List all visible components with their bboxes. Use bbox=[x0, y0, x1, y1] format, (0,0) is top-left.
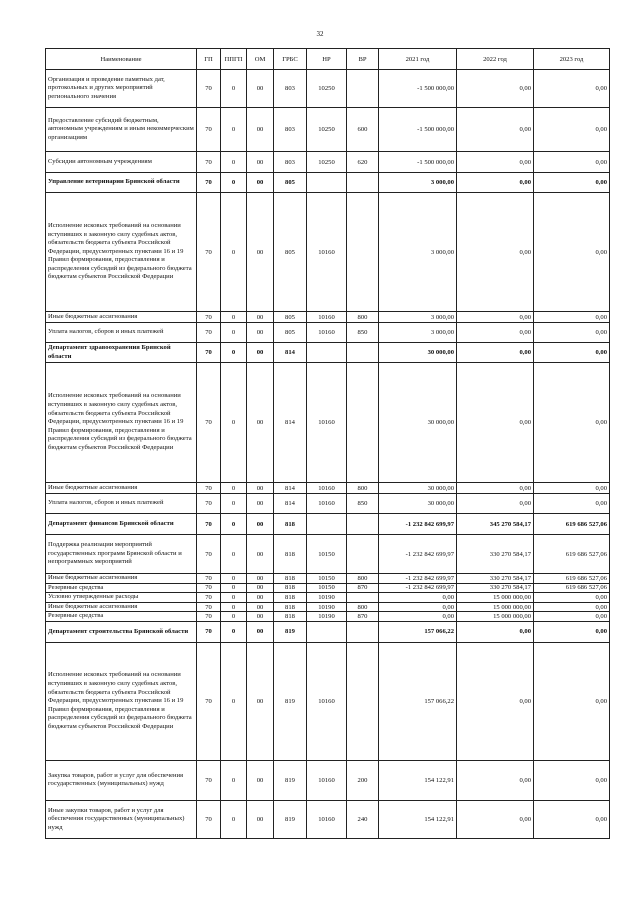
gp-cell: 70 bbox=[197, 593, 221, 603]
nr-cell: 10160 bbox=[307, 800, 347, 838]
om-cell: 00 bbox=[247, 583, 274, 593]
nr-cell: 10150 bbox=[307, 535, 347, 574]
vr-cell bbox=[347, 343, 379, 363]
om-cell: 00 bbox=[247, 612, 274, 622]
grbs-cell: 803 bbox=[274, 152, 307, 173]
nr-cell: 10150 bbox=[307, 583, 347, 593]
amount-2021-cell: 157 066,22 bbox=[379, 642, 457, 760]
grbs-cell: 818 bbox=[274, 535, 307, 574]
amount-2021-cell: 30 000,00 bbox=[379, 343, 457, 363]
row-name: Исполнение исковых требований на основании вступивших в законную силу судебных актов, обязательств бюджета субъекта Российской Федерации, предусмотренных пунктами 16 и 19 Правил формирования, предоставления и распределения субсидий из федерального бюджета бюджетам субъектов Российской Федерации bbox=[46, 193, 197, 312]
ppgp-cell: 0 bbox=[221, 593, 247, 603]
om-cell: 00 bbox=[247, 323, 274, 343]
amount-2021-cell: 154 122,91 bbox=[379, 760, 457, 800]
grbs-cell: 819 bbox=[274, 621, 307, 642]
table-row bbox=[46, 363, 610, 483]
nr-cell: 10160 bbox=[307, 323, 347, 343]
nr-cell: 10150 bbox=[307, 574, 347, 584]
vr-cell bbox=[347, 193, 379, 312]
grbs-cell: 818 bbox=[274, 612, 307, 622]
amount-2023-cell: 0,00 bbox=[534, 760, 610, 800]
grbs-cell: 805 bbox=[274, 323, 307, 343]
gp-cell: 70 bbox=[197, 612, 221, 622]
amount-2022-cell: 0,00 bbox=[457, 483, 534, 494]
table-row bbox=[46, 514, 610, 535]
amount-2023-cell: 0,00 bbox=[534, 173, 610, 193]
row-name: Уплата налогов, сборов и иных платежей bbox=[46, 323, 197, 343]
om-cell: 00 bbox=[247, 483, 274, 494]
grbs-cell: 818 bbox=[274, 602, 307, 612]
gp-cell: 70 bbox=[197, 642, 221, 760]
grbs-cell: 805 bbox=[274, 312, 307, 323]
amount-2021-cell: -1 232 842 699,97 bbox=[379, 535, 457, 574]
vr-cell bbox=[347, 363, 379, 483]
gp-cell: 70 bbox=[197, 574, 221, 584]
gp-cell: 70 bbox=[197, 514, 221, 535]
amount-2021-cell: 0,00 bbox=[379, 612, 457, 622]
gp-cell: 70 bbox=[197, 621, 221, 642]
row-name: Иные бюджетные ассигнования bbox=[46, 602, 197, 612]
om-cell: 00 bbox=[247, 514, 274, 535]
amount-2023-cell: 0,00 bbox=[534, 602, 610, 612]
column-header: ОМ bbox=[247, 49, 274, 70]
table-row bbox=[46, 760, 610, 800]
om-cell: 00 bbox=[247, 800, 274, 838]
amount-2022-cell: 15 000 000,00 bbox=[457, 602, 534, 612]
nr-cell: 10160 bbox=[307, 363, 347, 483]
vr-cell: 200 bbox=[347, 760, 379, 800]
amount-2021-cell: -1 232 842 699,97 bbox=[379, 514, 457, 535]
row-name: Иные бюджетные ассигнования bbox=[46, 574, 197, 584]
gp-cell: 70 bbox=[197, 312, 221, 323]
row-name: Исполнение исковых требований на основании вступивших в законную силу судебных актов, обязательств бюджета субъекта Российской Федерации, предусмотренных пунктами 16 и 19 Правил формирования, предоставления и распределения субсидий из федерального бюджета бюджетам субъектов Российской Федерации bbox=[46, 363, 197, 483]
ppgp-cell: 0 bbox=[221, 574, 247, 584]
nr-cell: 10190 bbox=[307, 593, 347, 603]
om-cell: 00 bbox=[247, 494, 274, 514]
grbs-cell: 805 bbox=[274, 173, 307, 193]
row-name: Иные закупки товаров, работ и услуг для обеспечения государственных (муниципальных) нужд bbox=[46, 800, 197, 838]
amount-2021-cell: -1 500 000,00 bbox=[379, 70, 457, 108]
ppgp-cell: 0 bbox=[221, 152, 247, 173]
gp-cell: 70 bbox=[197, 193, 221, 312]
grbs-cell: 818 bbox=[274, 514, 307, 535]
column-header: ГП bbox=[197, 49, 221, 70]
row-name: Организация и проведение памятных дат, протокольных и других мероприятий регионального значения bbox=[46, 70, 197, 108]
ppgp-cell: 0 bbox=[221, 323, 247, 343]
ppgp-cell: 0 bbox=[221, 602, 247, 612]
nr-cell: 10250 bbox=[307, 108, 347, 152]
amount-2021-cell: 30 000,00 bbox=[379, 483, 457, 494]
amount-2022-cell: 15 000 000,00 bbox=[457, 612, 534, 622]
row-name: Управление ветеринарии Брянской области bbox=[46, 173, 197, 193]
amount-2023-cell: 0,00 bbox=[534, 312, 610, 323]
nr-cell: 10250 bbox=[307, 70, 347, 108]
ppgp-cell: 0 bbox=[221, 363, 247, 483]
gp-cell: 70 bbox=[197, 343, 221, 363]
table-row bbox=[46, 535, 610, 574]
table-row bbox=[46, 574, 610, 584]
om-cell: 00 bbox=[247, 363, 274, 483]
om-cell: 00 bbox=[247, 642, 274, 760]
om-cell: 00 bbox=[247, 535, 274, 574]
amount-2023-cell: 0,00 bbox=[534, 483, 610, 494]
table-row bbox=[46, 193, 610, 312]
amount-2021-cell: 0,00 bbox=[379, 602, 457, 612]
vr-cell: 600 bbox=[347, 108, 379, 152]
ppgp-cell: 0 bbox=[221, 621, 247, 642]
ppgp-cell: 0 bbox=[221, 760, 247, 800]
om-cell: 00 bbox=[247, 70, 274, 108]
gp-cell: 70 bbox=[197, 70, 221, 108]
vr-cell: 850 bbox=[347, 494, 379, 514]
vr-cell bbox=[347, 621, 379, 642]
gp-cell: 70 bbox=[197, 535, 221, 574]
gp-cell: 70 bbox=[197, 152, 221, 173]
ppgp-cell: 0 bbox=[221, 800, 247, 838]
om-cell: 00 bbox=[247, 343, 274, 363]
amount-2022-cell: 0,00 bbox=[457, 760, 534, 800]
ppgp-cell: 0 bbox=[221, 514, 247, 535]
amount-2021-cell: -1 500 000,00 bbox=[379, 108, 457, 152]
table-row bbox=[46, 494, 610, 514]
gp-cell: 70 bbox=[197, 108, 221, 152]
vr-cell: 870 bbox=[347, 583, 379, 593]
row-name: Резервные средства bbox=[46, 612, 197, 622]
vr-cell: 800 bbox=[347, 574, 379, 584]
gp-cell: 70 bbox=[197, 173, 221, 193]
amount-2022-cell: 330 270 584,17 bbox=[457, 574, 534, 584]
amount-2021-cell: -1 232 842 699,97 bbox=[379, 583, 457, 593]
nr-cell: 10160 bbox=[307, 312, 347, 323]
amount-2022-cell: 0,00 bbox=[457, 343, 534, 363]
amount-2023-cell: 0,00 bbox=[534, 494, 610, 514]
table-row bbox=[46, 173, 610, 193]
column-header: 2023 год bbox=[534, 49, 610, 70]
row-name: Поддержка реализации мероприятий государственных программ Брянской области и непрограммных мероприятий bbox=[46, 535, 197, 574]
gp-cell: 70 bbox=[197, 800, 221, 838]
gp-cell: 70 bbox=[197, 602, 221, 612]
ppgp-cell: 0 bbox=[221, 483, 247, 494]
vr-cell bbox=[347, 514, 379, 535]
vr-cell: 870 bbox=[347, 612, 379, 622]
table-row bbox=[46, 602, 610, 612]
row-name: Департамент строительства Брянской области bbox=[46, 621, 197, 642]
grbs-cell: 819 bbox=[274, 760, 307, 800]
nr-cell: 10160 bbox=[307, 193, 347, 312]
table-row bbox=[46, 152, 610, 173]
table-row bbox=[46, 70, 610, 108]
amount-2021-cell: 3 000,00 bbox=[379, 173, 457, 193]
ppgp-cell: 0 bbox=[221, 612, 247, 622]
amount-2023-cell: 0,00 bbox=[534, 612, 610, 622]
gp-cell: 70 bbox=[197, 583, 221, 593]
gp-cell: 70 bbox=[197, 760, 221, 800]
nr-cell bbox=[307, 621, 347, 642]
amount-2023-cell: 0,00 bbox=[534, 800, 610, 838]
grbs-cell: 814 bbox=[274, 363, 307, 483]
amount-2023-cell: 619 686 527,06 bbox=[534, 583, 610, 593]
om-cell: 00 bbox=[247, 312, 274, 323]
amount-2023-cell: 0,00 bbox=[534, 621, 610, 642]
amount-2023-cell: 0,00 bbox=[534, 343, 610, 363]
nr-cell: 10160 bbox=[307, 642, 347, 760]
nr-cell: 10250 bbox=[307, 152, 347, 173]
amount-2021-cell: 0,00 bbox=[379, 593, 457, 603]
gp-cell: 70 bbox=[197, 483, 221, 494]
amount-2022-cell: 0,00 bbox=[457, 193, 534, 312]
column-header: 2022 год bbox=[457, 49, 534, 70]
ppgp-cell: 0 bbox=[221, 70, 247, 108]
column-header: ППГП bbox=[221, 49, 247, 70]
table-row bbox=[46, 612, 610, 622]
amount-2023-cell: 619 686 527,06 bbox=[534, 574, 610, 584]
om-cell: 00 bbox=[247, 108, 274, 152]
nr-cell: 10160 bbox=[307, 494, 347, 514]
grbs-cell: 819 bbox=[274, 642, 307, 760]
column-header: ВР bbox=[347, 49, 379, 70]
amount-2021-cell: 3 000,00 bbox=[379, 312, 457, 323]
amount-2023-cell: 0,00 bbox=[534, 593, 610, 603]
nr-cell bbox=[307, 173, 347, 193]
table-row bbox=[46, 593, 610, 603]
table-row bbox=[46, 108, 610, 152]
amount-2022-cell: 0,00 bbox=[457, 494, 534, 514]
grbs-cell: 814 bbox=[274, 343, 307, 363]
grbs-cell: 818 bbox=[274, 593, 307, 603]
grbs-cell: 819 bbox=[274, 800, 307, 838]
amount-2023-cell: 0,00 bbox=[534, 152, 610, 173]
ppgp-cell: 0 bbox=[221, 193, 247, 312]
amount-2023-cell: 0,00 bbox=[534, 642, 610, 760]
table-row bbox=[46, 483, 610, 494]
gp-cell: 70 bbox=[197, 323, 221, 343]
om-cell: 00 bbox=[247, 621, 274, 642]
amount-2021-cell: 157 066,22 bbox=[379, 621, 457, 642]
amount-2021-cell: 30 000,00 bbox=[379, 494, 457, 514]
amount-2022-cell: 0,00 bbox=[457, 173, 534, 193]
column-header: НР bbox=[307, 49, 347, 70]
ppgp-cell: 0 bbox=[221, 642, 247, 760]
amount-2022-cell: 0,00 bbox=[457, 800, 534, 838]
amount-2021-cell: 154 122,91 bbox=[379, 800, 457, 838]
vr-cell bbox=[347, 642, 379, 760]
table-header-row bbox=[46, 49, 610, 70]
amount-2022-cell: 330 270 584,17 bbox=[457, 583, 534, 593]
row-name: Закупка товаров, работ и услуг для обеспечения государственных (муниципальных) нужд bbox=[46, 760, 197, 800]
row-name: Условно утвержденные расходы bbox=[46, 593, 197, 603]
amount-2022-cell: 0,00 bbox=[457, 642, 534, 760]
nr-cell: 10160 bbox=[307, 483, 347, 494]
amount-2021-cell: 30 000,00 bbox=[379, 363, 457, 483]
vr-cell bbox=[347, 535, 379, 574]
row-name: Уплата налогов, сборов и иных платежей bbox=[46, 494, 197, 514]
ppgp-cell: 0 bbox=[221, 583, 247, 593]
ppgp-cell: 0 bbox=[221, 535, 247, 574]
amount-2021-cell: -1 500 000,00 bbox=[379, 152, 457, 173]
vr-cell: 800 bbox=[347, 312, 379, 323]
row-name: Исполнение исковых требований на основании вступивших в законную силу судебных актов, обязательств бюджета субъекта Российской Федерации, предусмотренных пунктами 16 и 19 Правил формирования, предоставления и распределения субсидий из федерального бюджета бюджетам субъектов Российской Федерации bbox=[46, 642, 197, 760]
vr-cell bbox=[347, 593, 379, 603]
om-cell: 00 bbox=[247, 574, 274, 584]
om-cell: 00 bbox=[247, 152, 274, 173]
page-number: 32 bbox=[316, 30, 324, 38]
amount-2022-cell: 0,00 bbox=[457, 312, 534, 323]
row-name: Резервные средства bbox=[46, 583, 197, 593]
om-cell: 00 bbox=[247, 173, 274, 193]
amount-2022-cell: 0,00 bbox=[457, 621, 534, 642]
amount-2022-cell: 15 000 000,00 bbox=[457, 593, 534, 603]
amount-2021-cell: 3 000,00 bbox=[379, 193, 457, 312]
vr-cell: 240 bbox=[347, 800, 379, 838]
table-row bbox=[46, 323, 610, 343]
grbs-cell: 805 bbox=[274, 193, 307, 312]
om-cell: 00 bbox=[247, 602, 274, 612]
amount-2023-cell: 0,00 bbox=[534, 363, 610, 483]
nr-cell bbox=[307, 343, 347, 363]
vr-cell: 800 bbox=[347, 483, 379, 494]
table-row bbox=[46, 343, 610, 363]
table-row bbox=[46, 642, 610, 760]
vr-cell: 850 bbox=[347, 323, 379, 343]
gp-cell: 70 bbox=[197, 494, 221, 514]
grbs-cell: 814 bbox=[274, 483, 307, 494]
column-header: Наименование bbox=[46, 49, 197, 70]
column-header: 2021 год bbox=[379, 49, 457, 70]
amount-2022-cell: 0,00 bbox=[457, 108, 534, 152]
ppgp-cell: 0 bbox=[221, 494, 247, 514]
row-name: Департамент финансов Брянской области bbox=[46, 514, 197, 535]
row-name: Субсидии автономным учреждениям bbox=[46, 152, 197, 173]
amount-2022-cell: 0,00 bbox=[457, 323, 534, 343]
row-name: Предоставление субсидий бюджетным, автономным учреждениям и иным некоммерческим организациям bbox=[46, 108, 197, 152]
row-name: Иные бюджетные ассигнования bbox=[46, 312, 197, 323]
row-name: Департамент здравоохранения Брянской области bbox=[46, 343, 197, 363]
grbs-cell: 803 bbox=[274, 70, 307, 108]
amount-2022-cell: 0,00 bbox=[457, 152, 534, 173]
amount-2023-cell: 0,00 bbox=[534, 193, 610, 312]
ppgp-cell: 0 bbox=[221, 108, 247, 152]
vr-cell bbox=[347, 173, 379, 193]
grbs-cell: 818 bbox=[274, 583, 307, 593]
row-name: Иные бюджетные ассигнования bbox=[46, 483, 197, 494]
amount-2023-cell: 619 686 527,06 bbox=[534, 514, 610, 535]
grbs-cell: 814 bbox=[274, 494, 307, 514]
amount-2021-cell: 3 000,00 bbox=[379, 323, 457, 343]
ppgp-cell: 0 bbox=[221, 173, 247, 193]
column-header: ГРБС bbox=[274, 49, 307, 70]
amount-2023-cell: 0,00 bbox=[534, 323, 610, 343]
table-row bbox=[46, 621, 610, 642]
ppgp-cell: 0 bbox=[221, 343, 247, 363]
nr-cell: 10190 bbox=[307, 602, 347, 612]
amount-2023-cell: 619 686 527,06 bbox=[534, 535, 610, 574]
table-row bbox=[46, 312, 610, 323]
amount-2022-cell: 330 270 584,17 bbox=[457, 535, 534, 574]
ppgp-cell: 0 bbox=[221, 312, 247, 323]
budget-table bbox=[45, 48, 610, 839]
om-cell: 00 bbox=[247, 193, 274, 312]
amount-2022-cell: 0,00 bbox=[457, 363, 534, 483]
nr-cell: 10160 bbox=[307, 760, 347, 800]
amount-2022-cell: 345 270 584,17 bbox=[457, 514, 534, 535]
nr-cell bbox=[307, 514, 347, 535]
om-cell: 00 bbox=[247, 593, 274, 603]
table-row bbox=[46, 800, 610, 838]
vr-cell: 800 bbox=[347, 602, 379, 612]
gp-cell: 70 bbox=[197, 363, 221, 483]
amount-2021-cell: -1 232 842 699,97 bbox=[379, 574, 457, 584]
om-cell: 00 bbox=[247, 760, 274, 800]
nr-cell: 10190 bbox=[307, 612, 347, 622]
amount-2022-cell: 0,00 bbox=[457, 70, 534, 108]
grbs-cell: 818 bbox=[274, 574, 307, 584]
amount-2023-cell: 0,00 bbox=[534, 108, 610, 152]
grbs-cell: 803 bbox=[274, 108, 307, 152]
table-row bbox=[46, 583, 610, 593]
vr-cell: 620 bbox=[347, 152, 379, 173]
vr-cell bbox=[347, 70, 379, 108]
amount-2023-cell: 0,00 bbox=[534, 70, 610, 108]
